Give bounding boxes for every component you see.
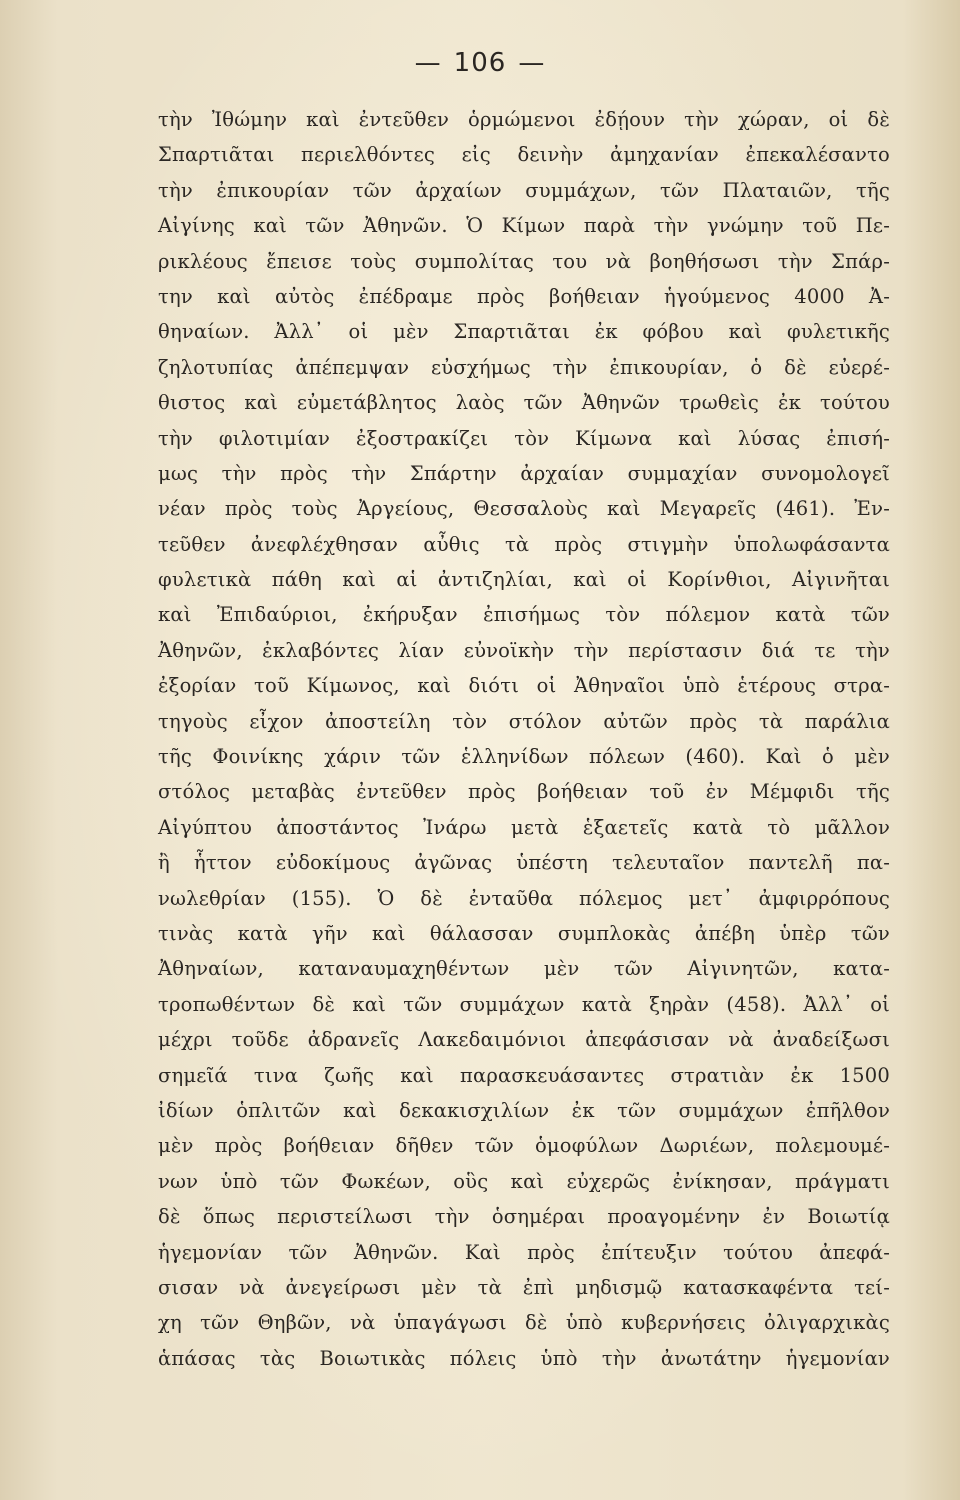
text-line: τινὰς κατὰ γῆν καὶ θάλασσαν συμπλοκὰς ἀπέβη ὑπὲρ τῶν — [158, 921, 890, 945]
text-line: μέχρι τοῦδε ἀδρανεῖς Λακεδαιμόνιοι ἀπεφάσισαν νὰ ἀναδείξωσι — [158, 1028, 890, 1052]
page-number-dash-left: — — [414, 48, 442, 78]
text-line: Σπαρτιᾶται περιελθόντες εἰς δεινὴν ἀμηχανίαν ἐπεκαλέσαντο — [158, 143, 890, 167]
text-line: τεῦθεν ἀνεφλέχθησαν αὖθις τὰ πρὸς στιγμὴν ὑπολωφάσαντα — [158, 532, 890, 556]
text-line: θηναίων. Ἀλλ᾽ οἱ μὲν Σπαρτιᾶται ἐκ φόβου καὶ φυλετικῆς — [158, 320, 890, 344]
text-line: καὶ Ἐπιδαύριοι, ἐκήρυξαν ἐπισήμως τὸν πόλεμον κατὰ τῶν — [158, 603, 890, 627]
page-number: 106 — [453, 48, 507, 78]
text-line: μὲν πρὸς βοήθειαν δῆθεν τῶν ὁμοφύλων Δωριέων, πολεμουμέ- — [158, 1134, 890, 1158]
text-line: τροπωθέντων δὲ καὶ τῶν συμμάχων κατὰ ξηρὰν (458). Ἀλλ᾽ οἱ — [158, 992, 890, 1016]
text-line: ζηλοτυπίας ἀπέπεμψαν εὐσχήμως τὴν ἐπικουρίαν, ὁ δὲ εὐερέ- — [158, 355, 890, 379]
text-line: τὴν φιλοτιμίαν ἐξοστρακίζει τὸν Κίμωνα καὶ λύσας ἐπισή- — [158, 426, 890, 450]
text-line: ἡγεμονίαν τῶν Ἀθηνῶν. Καὶ πρὸς ἐπίτευξιν τούτου ἀπεφά- — [158, 1240, 890, 1264]
text-line: σημεῖά τινα ζωῆς καὶ παρασκευάσαντες στρατιὰν ἐκ 1500 — [158, 1063, 890, 1087]
text-line: Αἰγίνης καὶ τῶν Ἀθηνῶν. Ὁ Κίμων παρὰ τὴν γνώμην τοῦ Πε- — [158, 214, 890, 238]
page-number-dash-right: — — [518, 48, 546, 78]
page-header — [0, 48, 960, 78]
text-line: ἢ ἧττον εὐδοκίμους ἀγῶνας ὑπέστη τελευταῖον παντελῆ πα- — [158, 851, 890, 875]
text-line: στόλος μεταβὰς ἐντεῦθεν πρὸς βοήθειαν τοῦ ἐν Μέμφιδι τῆς — [158, 780, 890, 804]
text-line: νωλεθρίαν (155). Ὁ δὲ ἐνταῦθα πόλεμος μετ᾽ ἀμφιρρόπους — [158, 886, 890, 910]
text-line: τὴν Ἰθώμην καὶ ἐντεῦθεν ὁρμώμενοι ἐδῄουν τὴν χώραν, οἱ δὲ — [158, 108, 890, 131]
text-line: ἐξορίαν τοῦ Κίμωνος, καὶ διότι οἱ Ἀθηναῖοι ὑπὸ ἑτέρους στρα- — [158, 674, 890, 698]
text-line: την καὶ αὐτὸς ἐπέδραμε πρὸς βοήθειαν ἡγούμενος 4000 Ἀ- — [158, 284, 890, 308]
text-line: δὲ ὅπως περιστείλωσι τὴν ὁσημέραι προαγομένην ἐν Βοιωτίᾳ — [158, 1205, 890, 1229]
text-line: τῆς Φοινίκης χάριν τῶν ἑλληνίδων πόλεων (460). Καὶ ὁ μὲν — [158, 745, 890, 769]
text-line: θιστος καὶ εὐμετάβλητος λαὸς τῶν Ἀθηνῶν τρωθεὶς ἐκ τούτου — [158, 391, 890, 415]
text-line: Αἰγύπτου ἀποστάντος Ἰνάρω μετὰ ἑξαετεῖς κατὰ τὸ μᾶλλον — [158, 815, 890, 839]
text-line: μως τὴν πρὸς τὴν Σπάρτην ἀρχαίαν συμμαχίαν συνομολογεῖ — [158, 461, 890, 485]
text-line: χη τῶν Θηβῶν, νὰ ὑπαγάγωσι δὲ ὑπὸ κυβερνήσεις ὀλιγαρχικὰς — [158, 1311, 890, 1335]
text-line: σισαν νὰ ἀνεγείρωσι μὲν τὰ ἐπὶ μηδισμῷ κατασκαφέντα τεί- — [158, 1275, 890, 1299]
text-line: τηγοὺς εἶχον ἀποστείλη τὸν στόλον αὐτῶν πρὸς τὰ παράλια — [158, 709, 890, 733]
text-line: Ἀθηναίων, καταναυμαχηθέντων μὲν τῶν Αἰγινητῶν, κατα- — [158, 957, 890, 981]
text-line: ρικλέους ἔπεισε τοὺς συμπολίτας του νὰ βοηθήσωσι τὴν Σπάρ- — [158, 249, 890, 273]
text-line: Ἀθηνῶν, ἐκλαβόντες λίαν εὐνοϊκὴν τὴν περίστασιν διά τε τὴν — [158, 638, 890, 662]
body-text — [158, 102, 890, 1376]
text-line: φυλετικὰ πάθη καὶ αἱ ἀντιζηλίαι, καὶ οἱ Κορίνθιοι, Αἰγινῆται — [158, 568, 890, 592]
text-line: νέαν πρὸς τοὺς Ἀργείους, Θεσσαλοὺς καὶ Μεγαρεῖς (461). Ἐν- — [158, 497, 890, 521]
text-line: ἰδίων ὁπλιτῶν καὶ δεκακισχιλίων ἐκ τῶν συμμάχων ἐπῆλθον — [158, 1098, 890, 1122]
text-line: νων ὑπὸ τῶν Φωκέων, οὓς καὶ εὐχερῶς ἐνίκησαν, πράγματι — [158, 1169, 890, 1193]
text-line: ἁπάσας τὰς Βοιωτικὰς πόλεις ὑπὸ τὴν ἀνωτάτην ἡγεμονίαν — [158, 1346, 890, 1370]
text-line: τὴν ἐπικουρίαν τῶν ἀρχαίων συμμάχων, τῶν Πλαταιῶν, τῆς — [158, 178, 890, 202]
